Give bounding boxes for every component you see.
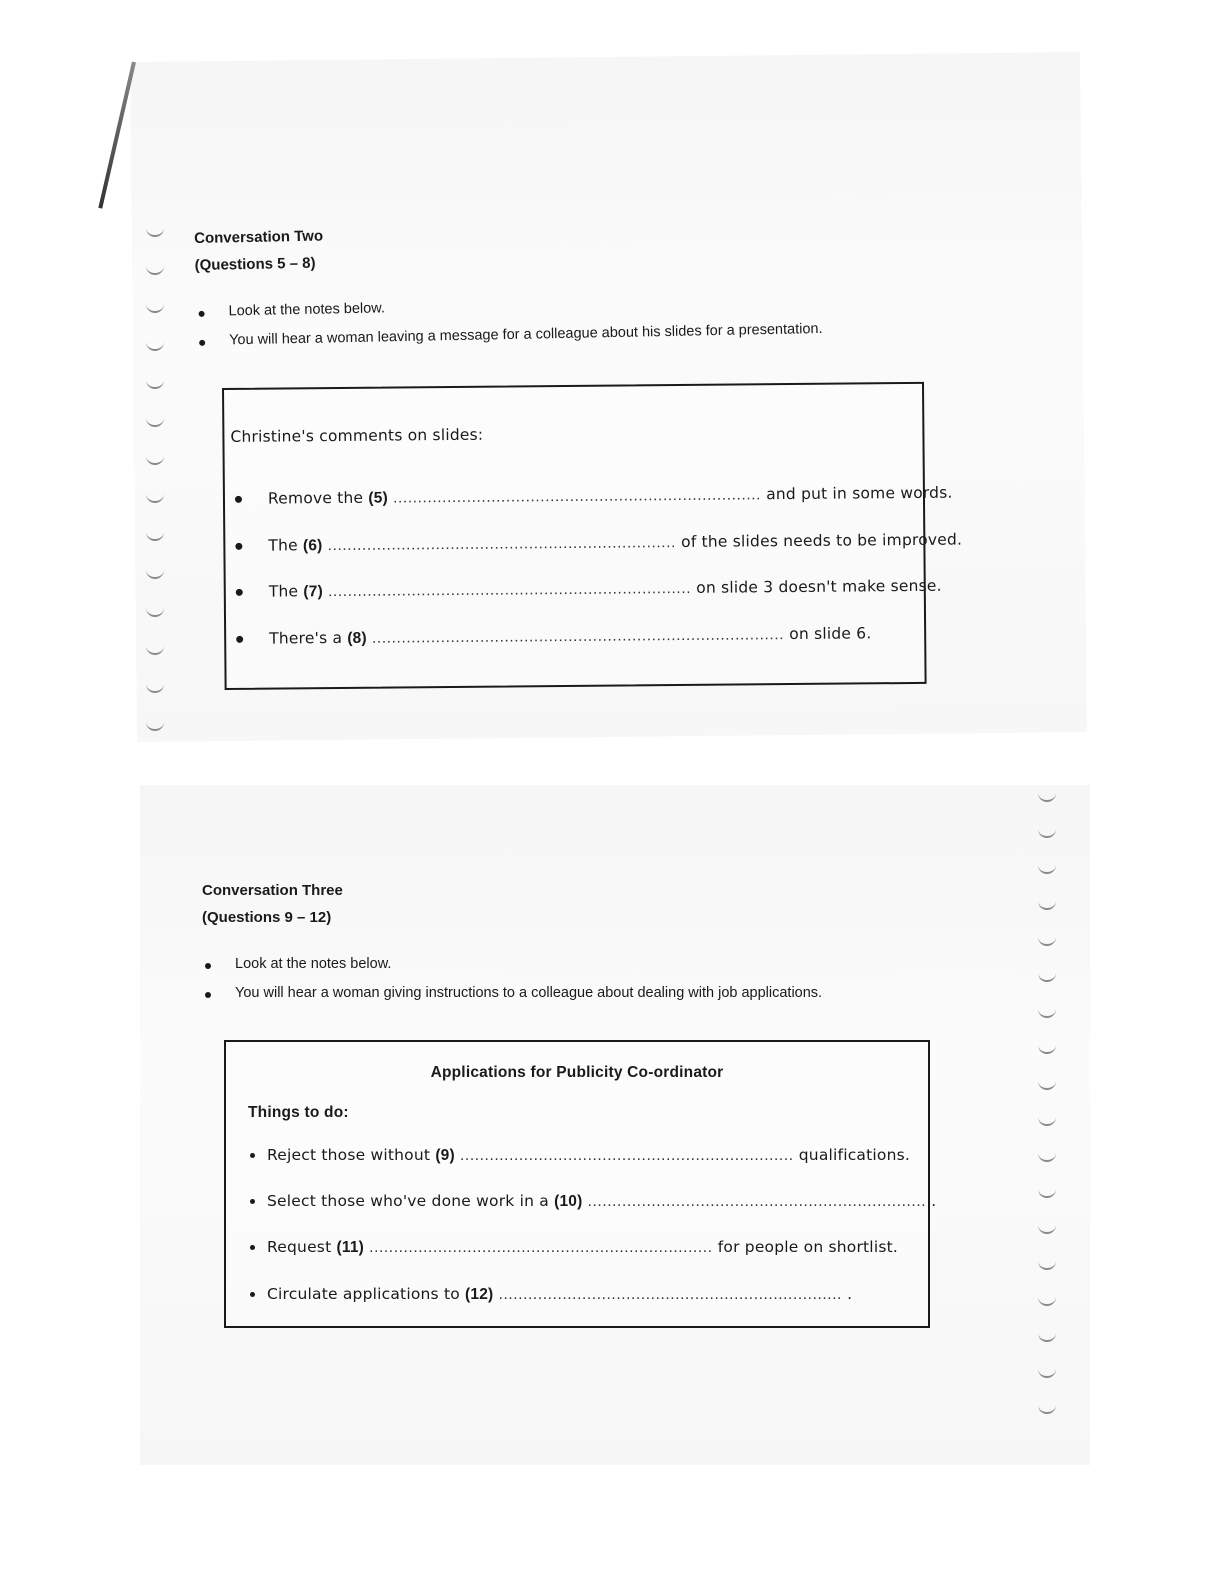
question-number: (5): [368, 489, 388, 507]
task-item-12: Circulate applications to (12) ...................................................................... .: [250, 1285, 852, 1304]
box-subheading: Things to do:: [248, 1104, 349, 1121]
christine-comments-box: [222, 382, 963, 690]
instruction-item: You will hear a woman leaving a message for a colleague about his slides for a presentation.: [196, 321, 823, 349]
question-number: (10): [554, 1193, 583, 1210]
instruction-item: Look at the notes below.: [202, 956, 822, 972]
question-number: (9): [435, 1147, 455, 1164]
question-number: (11): [336, 1239, 365, 1256]
task-item-10: Select those who've done work in a (10) ..................................................................... .: [250, 1192, 936, 1211]
note-item-6: The (6) ....................................................................... of the slides needs to be improved.: [235, 531, 962, 556]
conversation-three-instructions: [202, 956, 822, 1001]
bullet-icon: [236, 589, 243, 596]
bullet-icon: [235, 543, 242, 550]
answer-blank[interactable]: ....................................................................: [460, 1147, 794, 1164]
binder-holes-right: [1032, 790, 1062, 1438]
answer-blank[interactable]: ......................................................................: [498, 1286, 843, 1303]
box-heading: Christine's comments on slides:: [230, 425, 484, 446]
question-number: (12): [465, 1286, 494, 1303]
question-number: (8): [347, 629, 367, 647]
note-item-7: The (7) .......................................................................... on slide 3 doesn't make sense.: [236, 577, 942, 602]
box-title: Applications for Publicity Co-ordinator: [430, 1064, 724, 1081]
bullet-icon: [250, 1199, 255, 1204]
instruction-item: Look at the notes below.: [195, 292, 822, 320]
conversation-three-title: Conversation Three: [202, 882, 343, 899]
bullet-icon: [250, 1292, 255, 1297]
binder-holes-left: [140, 225, 170, 757]
answer-blank[interactable]: ....................................................................................: [371, 626, 785, 647]
answer-blank[interactable]: ......................................................................: [369, 1239, 713, 1256]
question-number: (6): [302, 537, 323, 555]
bullet-icon: [250, 1245, 255, 1250]
conversation-two-questions: (Questions 5 – 8): [194, 254, 316, 274]
bullet-icon: [250, 1153, 255, 1158]
task-item-9: Reject those without (9) .................................................................... qualifications.: [250, 1146, 910, 1165]
answer-blank[interactable]: ..........................................................................: [327, 579, 692, 601]
note-item-5: Remove the (5) ........................................................................... and put in some words.: [235, 484, 953, 509]
bullet-icon: [235, 496, 242, 503]
conversation-two-section: [194, 218, 823, 362]
bullet-icon: [236, 636, 243, 643]
conversation-two-title: Conversation Two: [194, 227, 324, 247]
note-item-8: There's a (8) .................................................................................... on slide 6.: [236, 624, 871, 649]
conversation-two-instructions: [195, 292, 822, 349]
answer-blank[interactable]: ...........................................................................: [392, 486, 762, 507]
conversation-three-section: [202, 882, 822, 1014]
question-number: (7): [303, 583, 323, 601]
answer-blank[interactable]: .....................................................................: [587, 1193, 927, 1210]
conversation-three-questions: (Questions 9 – 12): [202, 909, 332, 926]
instruction-item: You will hear a woman giving instructions to a colleague about dealing with job applications.: [202, 985, 822, 1001]
answer-blank[interactable]: .......................................................................: [327, 534, 677, 555]
task-item-11: Request (11) ...................................................................... for people on shortlist.: [250, 1238, 898, 1257]
applications-box: [224, 1040, 937, 1328]
